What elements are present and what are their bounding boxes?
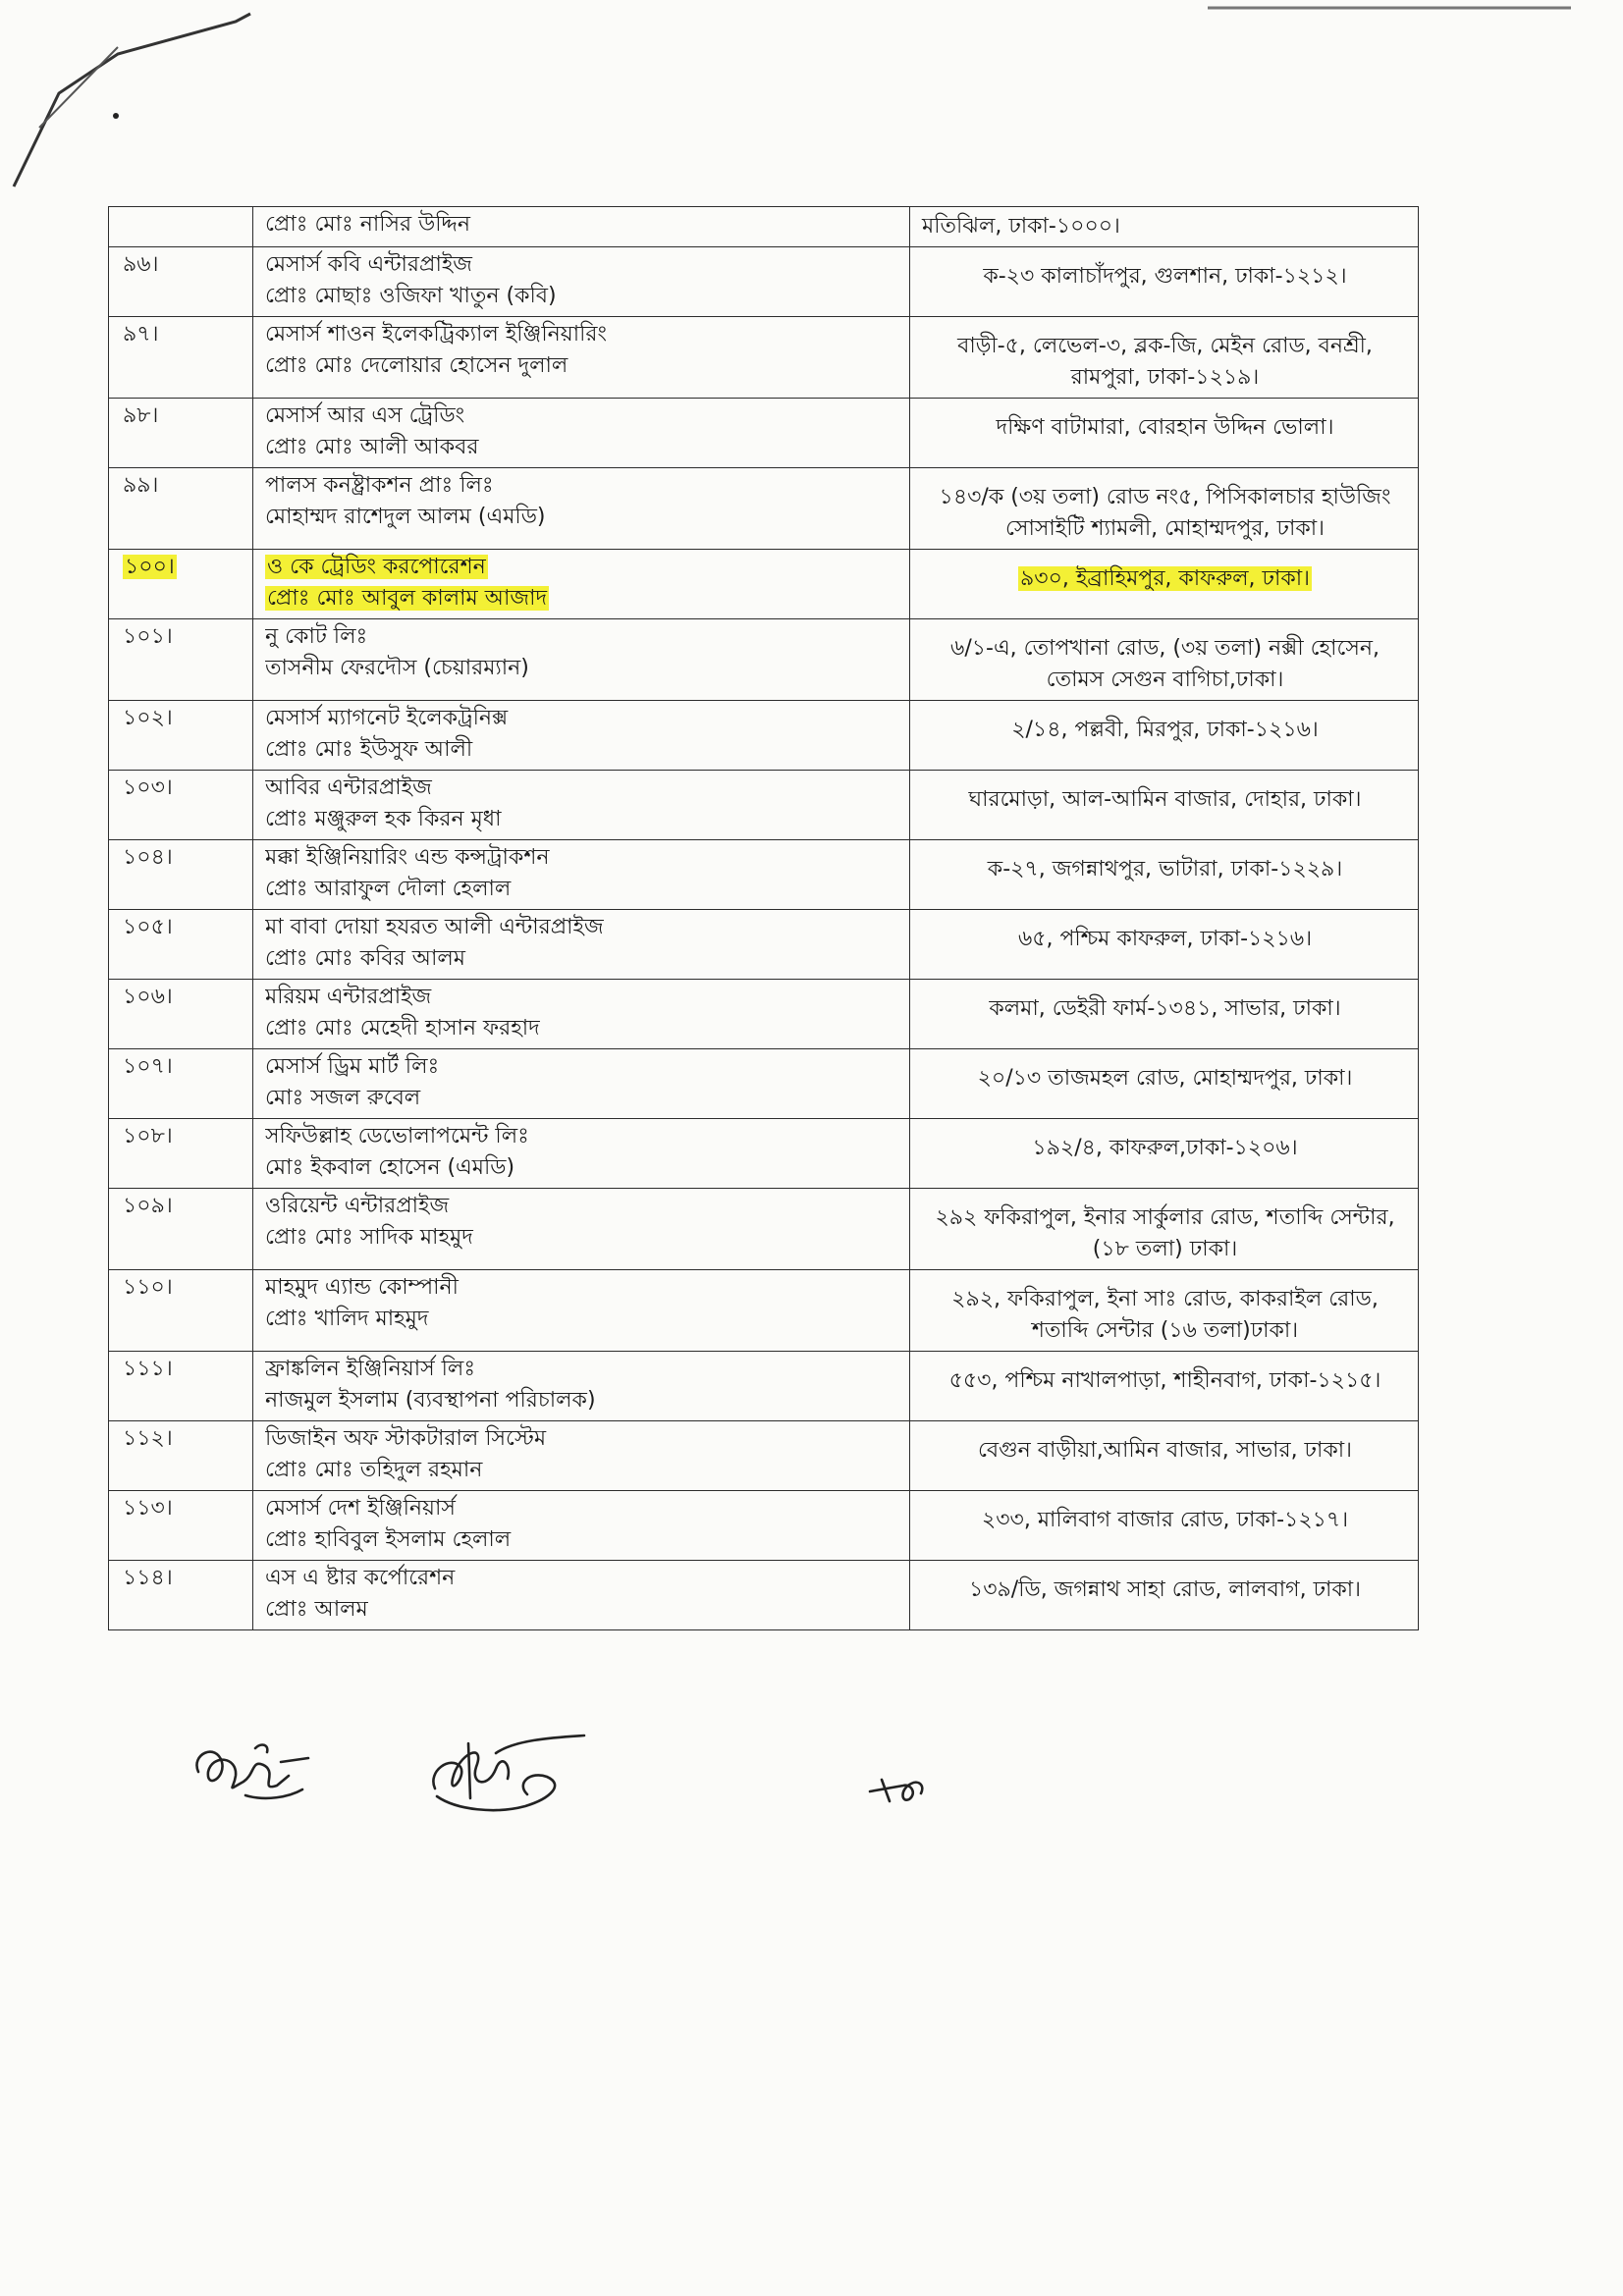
serial-cell <box>109 1352 253 1421</box>
owner-name: প্রোঃ মোঃ তহিদুল রহমান <box>265 1458 483 1482</box>
firm-cell <box>253 1119 910 1189</box>
owner-name: প্রোঃ হাবিবুল ইসলাম হেলাল <box>265 1527 512 1552</box>
highlight-mark: ১০০। <box>125 555 175 579</box>
address-cell <box>910 1270 1419 1352</box>
firm-cell <box>253 317 910 399</box>
table-row <box>109 468 1419 550</box>
address-text: ১৯২/৪, কাফরুল,ঢাকা-১২০৬। <box>1032 1136 1298 1160</box>
owner-name: প্রোঃ মোঃ কবির আলম <box>265 946 465 971</box>
firm-name <box>265 552 899 583</box>
firm-name: সফিউল্লাহ ডেভোলাপমেন্ট লিঃ <box>265 1124 529 1148</box>
serial-number: ৯৬। <box>123 252 159 277</box>
firm-cell <box>253 840 910 910</box>
highlight-mark: ৯৩০, ইব্রাহিমপুর, কাফরুল, ঢাকা। <box>1019 566 1310 591</box>
firm-name: নু কোট লিঃ <box>265 624 368 649</box>
owner-name <box>265 583 899 614</box>
serial-cell <box>109 550 253 619</box>
firm-cell <box>253 247 910 317</box>
address-cell <box>910 1119 1419 1189</box>
address-text: ক-২৭, জগন্নাথপুর, ভাটারা, ঢাকা-১২২৯। <box>987 857 1343 881</box>
firm-cell <box>253 399 910 468</box>
serial-number: ৯৭। <box>123 322 159 347</box>
serial-cell <box>109 771 253 840</box>
firm-cell <box>253 207 910 247</box>
table-row <box>109 550 1419 619</box>
serial-number: ১০৯। <box>123 1194 173 1218</box>
firm-name: মেসার্স দেশ ইঞ্জিনিয়ার্স <box>265 1496 456 1521</box>
owner-name: প্রোঃ আরাফুল দৌলা হেলাল <box>265 877 512 901</box>
firm-name: আবির এন্টারপ্রাইজ <box>265 775 432 800</box>
address-text: ৬৫, পশ্চিম কাফরুল, ঢাকা-১২১৬। <box>1017 927 1313 951</box>
serial-cell <box>109 247 253 317</box>
address-text: ৬/১-এ, তোপখানা রোড, (৩য় তলা) নক্সী হোসেন, তোমস সেগুন বাগিচা,ঢাকা। <box>950 636 1380 692</box>
owner-name: নাজমুল ইসলাম (ব্যবস্থাপনা পরিচালক) <box>265 1388 596 1413</box>
table-row <box>109 1049 1419 1119</box>
address-cell <box>910 317 1419 399</box>
table-row <box>109 1189 1419 1270</box>
firm-cell <box>253 980 910 1049</box>
firm-name: মক্কা ইঞ্জিনিয়ারিং এন্ড কন্সট্রাকশন <box>265 845 550 870</box>
owner-name: প্রোঃ মোঃ ইউসুফ আলী <box>265 737 473 762</box>
table-row <box>109 1421 1419 1491</box>
address-text: ২০/১৩ তাজমহল রোড, মোহাম্মদপুর, ঢাকা। <box>977 1066 1353 1091</box>
serial-cell <box>109 1561 253 1630</box>
firm-name: ডিজাইন অফ স্টাকটারাল সিস্টেম <box>265 1426 547 1451</box>
firm-cell <box>253 1561 910 1630</box>
table-row <box>109 1561 1419 1630</box>
table-row <box>109 910 1419 980</box>
address-cell <box>910 1561 1419 1630</box>
firm-name: মাহমুদ এ্যান্ড কোম্পানী <box>265 1275 459 1300</box>
serial-number: ১০৮। <box>123 1124 173 1148</box>
address-text <box>1018 566 1312 591</box>
address-cell <box>910 619 1419 701</box>
firm-cell <box>253 1049 910 1119</box>
owner-name: প্রোঃ মোঃ মেহেদী হাসান ফরহাদ <box>265 1016 540 1041</box>
owner-name: প্রোঃ মোছাঃ ওজিফা খাতুন (কবি) <box>265 284 557 308</box>
address-text: কলমা, ডেইরী ফার্ম-১৩৪১, সাভার, ঢাকা। <box>989 996 1341 1021</box>
signature-1 <box>187 1733 334 1821</box>
owner-name: প্রোঃ খালিদ মাহমুদ <box>265 1307 429 1331</box>
firm-name: মেসার্স আর এস ট্রেডিং <box>265 403 465 428</box>
supplier-list-table <box>108 206 1419 1630</box>
scan-dot <box>113 113 119 119</box>
firm-name: মা বাবা দোয়া হযরত আলী এন্টারপ্রাইজ <box>265 915 604 939</box>
address-text: ২/১৪, পল্লবী, মিরপুর, ঢাকা-১২১৬। <box>1011 718 1319 742</box>
firm-cell <box>253 910 910 980</box>
serial-cell <box>109 1119 253 1189</box>
serial-cell <box>109 1049 253 1119</box>
table-row <box>109 1119 1419 1189</box>
firm-cell <box>253 1491 910 1561</box>
serial-number: ৯৮। <box>123 403 159 428</box>
serial-number: ১১৪। <box>123 1566 173 1590</box>
address-text: ৫৫৩, পশ্চিম নাখালপাড়া, শাহীনবাগ, ঢাকা-১২১৫। <box>948 1368 1381 1393</box>
address-cell <box>910 771 1419 840</box>
table-row <box>109 771 1419 840</box>
serial-number: ৯৯। <box>123 473 159 498</box>
address-cell <box>910 701 1419 771</box>
address-text: ক-২৩ কালাচাঁদপুর, গুলশান, ঢাকা-১২১২। <box>983 264 1347 289</box>
firm-name: মরিয়ম এন্টারপ্রাইজ <box>265 985 432 1009</box>
firm-cell <box>253 468 910 550</box>
address-text: ঘারমোড়া, আল-আমিন বাজার, দোহার, ঢাকা। <box>968 787 1362 812</box>
serial-cell <box>109 910 253 980</box>
serial-cell <box>109 468 253 550</box>
serial-cell <box>109 701 253 771</box>
firm-name: মেসার্স কবি এন্টারপ্রাইজ <box>265 252 472 277</box>
serial-number: ১০৬। <box>123 985 173 1009</box>
owner-name: মোহাম্মদ রাশেদুল আলম (এমডি) <box>265 505 546 529</box>
serial-cell <box>109 317 253 399</box>
address-cell <box>910 550 1419 619</box>
table-row <box>109 701 1419 771</box>
serial-number: ১০৫। <box>123 915 173 939</box>
owner-name: প্রোঃ মোঃ সাদিক মাহমুদ <box>265 1225 473 1250</box>
firm-name: ওরিয়েন্ট এন্টারপ্রাইজ <box>265 1194 450 1218</box>
address-text: মতিঝিল, ঢাকা-১০০০। <box>922 214 1120 239</box>
firm-name: মেসার্স ম্যাগনেট ইলেকট্রনিক্স <box>265 706 509 730</box>
table-row <box>109 1270 1419 1352</box>
table-row <box>109 317 1419 399</box>
firm-name: মেসার্স ড্রিম মার্ট লিঃ <box>265 1054 440 1079</box>
firm-name: এস এ ষ্টার কর্পোরেশন <box>265 1566 456 1590</box>
address-text: ১৩৯/ডি, জগন্নাথ সাহা রোড, লালবাগ, ঢাকা। <box>968 1577 1362 1602</box>
firm-cell <box>253 1189 910 1270</box>
table-row <box>109 619 1419 701</box>
address-text: ১৪৩/ক (৩য় তলা) রোড নং৫, পিসিকালচার হাউজিং সোসাইটি শ্যামলী, মোহাম্মদপুর, ঢাকা। <box>939 485 1391 541</box>
owner-name: প্রোঃ মঞ্জুরুল হক কিরন মৃধা <box>265 807 502 831</box>
owner-name: তাসনীম ফেরদৌস (চেয়ারম্যান) <box>265 656 529 680</box>
scan-edge-mark-2 <box>39 47 118 128</box>
serial-number: ১০৪। <box>123 845 173 870</box>
serial-number: ১১২। <box>123 1426 173 1451</box>
serial-cell <box>109 980 253 1049</box>
address-text: দক্ষিণ বাটামারা, বোরহান উদ্দিন ভোলা। <box>996 415 1334 440</box>
serial-cell <box>109 619 253 701</box>
address-cell <box>910 247 1419 317</box>
serial-cell <box>109 840 253 910</box>
firm-cell <box>253 619 910 701</box>
address-text: বেগুন বাড়ীয়া,আমিন বাজার, সাভার, ঢাকা। <box>977 1438 1353 1463</box>
serial-cell <box>109 399 253 468</box>
address-text: ২৯২ ফকিরাপুল, ইনার সার্কুলার রোড, শতাব্দি সেন্টার, (১৮ তলা) ঢাকা। <box>935 1205 1395 1261</box>
highlight-mark: ও কে ট্রেডিং করপোরেশন <box>267 555 486 579</box>
table-row <box>109 840 1419 910</box>
serial-cell <box>109 1189 253 1270</box>
address-cell <box>910 1189 1419 1270</box>
address-cell <box>910 468 1419 550</box>
serial-number: ১১০। <box>123 1275 173 1300</box>
table-row <box>109 247 1419 317</box>
serial-cell <box>109 1421 253 1491</box>
address-text: বাড়ী-৫, লেভেল-৩, ব্লক-জি, মেইন রোড, বনশ্রী, রামপুরা, ঢাকা-১২১৯। <box>957 334 1373 390</box>
owner-name: মোঃ সজল রুবেল <box>265 1086 421 1110</box>
address-cell <box>910 980 1419 1049</box>
serial-number: ১০৭। <box>123 1054 173 1079</box>
owner-name: প্রোঃ আলম <box>265 1597 368 1622</box>
highlight-mark: প্রোঃ মোঃ আবুল কালাম আজাদ <box>267 586 548 611</box>
address-cell <box>910 399 1419 468</box>
serial-number: ১০২। <box>123 706 173 730</box>
owner-name: প্রোঃ মোঃ দেলোয়ার হোসেন দুলাল <box>265 353 568 378</box>
firm-name: পালস কনষ্ট্রাকশন প্রাঃ লিঃ <box>265 473 494 498</box>
table-row <box>109 980 1419 1049</box>
address-cell <box>910 910 1419 980</box>
serial-cell <box>109 207 253 247</box>
signature-3 <box>864 1772 933 1811</box>
serial-number: ১১১। <box>123 1357 173 1381</box>
firm-name: প্রোঃ মোঃ নাসির উদ্দিন <box>265 212 470 237</box>
address-cell <box>910 1491 1419 1561</box>
serial-cell <box>109 1270 253 1352</box>
firm-cell <box>253 1270 910 1352</box>
firm-cell <box>253 550 910 619</box>
serial-number <box>123 552 243 583</box>
scan-edge-mark <box>14 14 250 187</box>
address-cell <box>910 1421 1419 1491</box>
owner-name: মোঃ ইকবাল হোসেন (এমডি) <box>265 1155 515 1180</box>
table-row <box>109 1491 1419 1561</box>
address-cell <box>910 840 1419 910</box>
table-row <box>109 399 1419 468</box>
address-cell <box>910 1352 1419 1421</box>
serial-number: ১১৩। <box>123 1496 173 1521</box>
table-row <box>109 207 1419 247</box>
signature-2 <box>417 1720 594 1828</box>
firm-cell <box>253 701 910 771</box>
table-row <box>109 1352 1419 1421</box>
firm-cell <box>253 1421 910 1491</box>
firm-name: ফ্রাঙ্কলিন ইঞ্জিনিয়ার্স লিঃ <box>265 1357 476 1381</box>
firm-cell <box>253 771 910 840</box>
serial-cell <box>109 1491 253 1561</box>
firm-cell <box>253 1352 910 1421</box>
owner-name: প্রোঃ মোঃ আলী আকবর <box>265 435 479 459</box>
serial-number: ১০১। <box>123 624 173 649</box>
address-cell <box>910 207 1419 247</box>
address-text: ২৩৩, মালিবাগ বাজার রোড, ঢাকা-১২১৭। <box>981 1508 1349 1532</box>
firm-name: মেসার্স শাওন ইলেকট্রিক্যাল ইঞ্জিনিয়ারিং <box>265 322 607 347</box>
serial-number: ১০৩। <box>123 775 173 800</box>
address-cell <box>910 1049 1419 1119</box>
address-text: ২৯২, ফকিরাপুল, ইনা সাঃ রোড, কাকরাইল রোড, শতাব্দি সেন্টার (১৬ তলা)ঢাকা। <box>951 1287 1379 1343</box>
